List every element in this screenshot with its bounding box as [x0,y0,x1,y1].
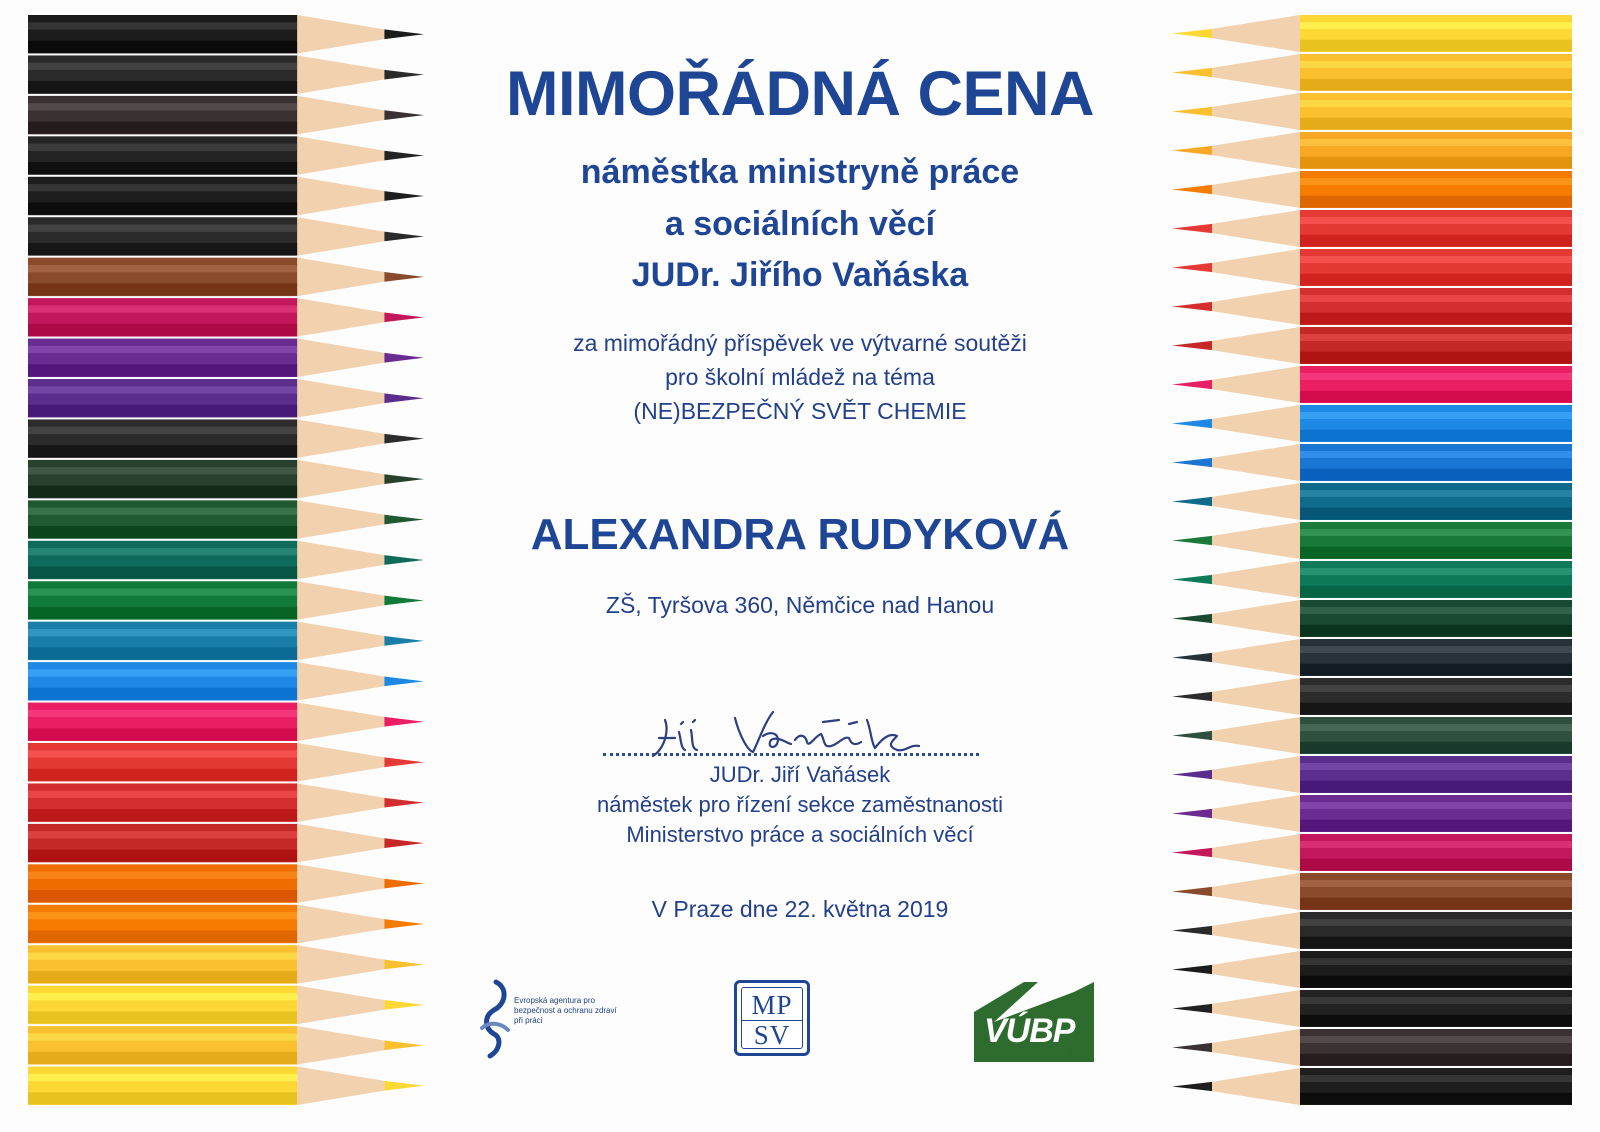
pencil [1172,600,1572,637]
recipient-school: ZŠ, Tyršova 360, Němčice nad Hanou [605,592,995,618]
mpsv-logo-bottom: SV [753,1020,791,1050]
pencil-set [1172,14,1572,1106]
signer-position: náměstek pro řízení sekce zaměstnanosti [597,792,1003,817]
pencil [28,824,424,862]
pencil [1172,327,1572,364]
pencil [28,1026,424,1064]
pencil [1172,93,1572,130]
left-pencil-border [28,14,424,1106]
pencil [28,703,424,741]
pencil [1172,756,1572,793]
subtitle-line-2: a sociálních věcí [664,205,936,243]
pencil [1172,210,1572,247]
pencil [28,945,424,983]
pencil [28,379,424,417]
pencil [28,622,424,660]
pencil [1172,288,1572,325]
pencil [28,419,424,457]
pencil [1172,873,1572,910]
pencil [1172,171,1572,208]
pencil [28,662,424,700]
pencil [1172,522,1572,559]
pencil [1172,912,1572,949]
pencil [28,581,424,619]
pencil [1172,483,1572,520]
pencil [1172,1068,1572,1105]
subtitle-line-1: náměstka ministryně práce [580,153,1020,191]
vubp-logo-suffix: v.v.i. [1068,1046,1084,1055]
signer-ministry: Ministerstvo práce a sociálních věcí [626,822,974,847]
pencil [28,339,424,377]
reason-line-1: za mimořádný příspěvek ve výtvarné soutěži [573,330,1027,356]
vubp-logo [974,982,1094,1062]
pencil [28,217,424,255]
pencil [1172,951,1572,988]
pencil [28,1067,424,1105]
eu-osha-logo [478,978,638,1062]
mpsv-logo-top: MP [742,991,802,1021]
pencil [28,743,424,781]
pencil [28,986,424,1024]
pencil [28,177,424,215]
issue-date: V Praze dne 22. května 2019 [651,896,949,922]
recipient-name: ALEXANDRA RUDYKOVÁ [530,510,1070,559]
signature-line [603,753,979,756]
pencil [28,500,424,538]
pencil [1172,1029,1572,1066]
right-pencil-border [1172,14,1572,1106]
pencil [1172,249,1572,286]
pencil [28,136,424,174]
pencil [1172,15,1572,52]
pencil [28,96,424,134]
pencil [1172,132,1572,169]
pencil [28,15,424,53]
certificate-title: MIMOŘÁDNÁ CENA [506,59,1094,129]
pencil [1172,834,1572,871]
signer-name: JUDr. Jiří Vaňásek [709,762,891,787]
mpsv-logo [734,980,810,1056]
reason-line-2: pro školní mládež na téma [665,364,935,390]
pencil [28,783,424,821]
pencil [1172,717,1572,754]
pencil [1172,54,1572,91]
pencil [28,55,424,93]
pencil [28,298,424,336]
pencil [1172,678,1572,715]
pencil [28,905,424,943]
pencil-set [28,14,424,1106]
vubp-logo-text: VÚBP [984,1012,1075,1050]
pencil [1172,990,1572,1027]
pencil [28,258,424,296]
reason-line-3: (NE)BEZPEČNÝ SVĚT CHEMIE [633,398,967,424]
pencil [1172,639,1572,676]
eu-osha-text: Evropská agentura pro bezpečnost a ochranu zdraví při práci [514,996,617,1025]
pencil [28,541,424,579]
pencil [1172,366,1572,403]
subtitle-line-3: JUDr. Jiřího Vaňáska [631,256,969,294]
pencil [1172,561,1572,598]
eu-osha-emblem-icon [478,978,514,1062]
pencil [1172,405,1572,442]
pencil [1172,795,1572,832]
pencil [28,864,424,902]
pencil [28,460,424,498]
pencil [1172,444,1572,481]
